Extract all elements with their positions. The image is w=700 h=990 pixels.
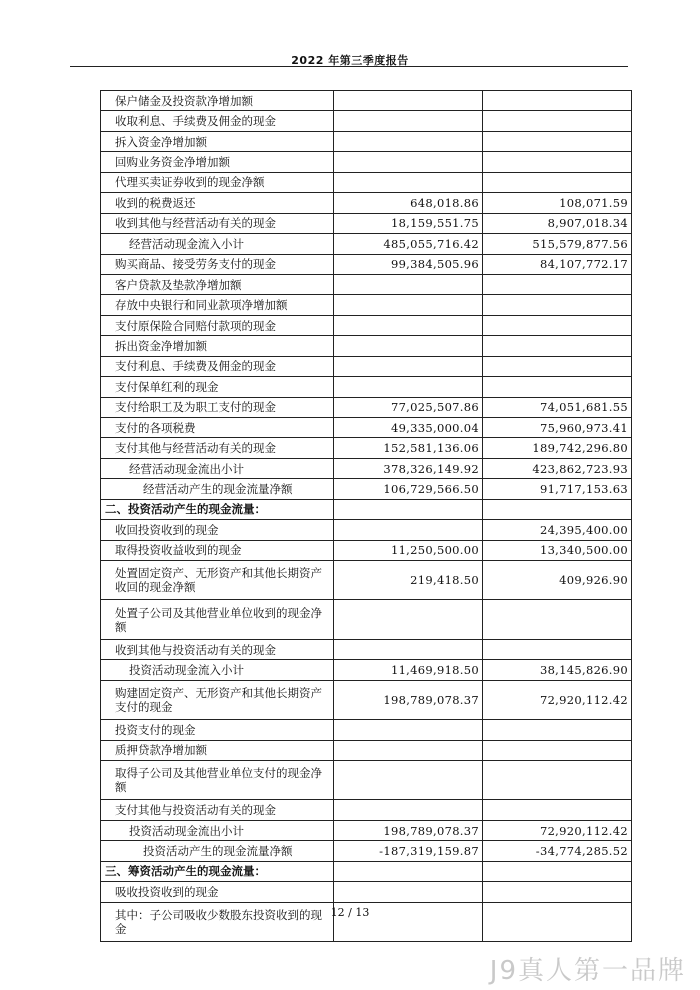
current-period-value xyxy=(334,800,483,820)
current-period-value xyxy=(334,356,483,376)
table-row xyxy=(101,254,632,274)
current-period-value: 77,025,507.86 xyxy=(334,397,483,417)
current-period-value xyxy=(334,131,483,151)
prior-period-value xyxy=(483,131,632,151)
row-label: 存放中央银行和同业款项净增加额 xyxy=(101,295,334,315)
row-label: 客户贷款及垫款净增加额 xyxy=(101,274,334,294)
table-row xyxy=(101,800,632,820)
current-period-value: 11,250,500.00 xyxy=(334,540,483,560)
table-row xyxy=(101,680,632,719)
current-period-value xyxy=(334,295,483,315)
prior-period-value xyxy=(483,315,632,335)
table-row xyxy=(101,377,632,397)
prior-period-value xyxy=(483,861,632,881)
row-label: 代理买卖证券收到的现金净额 xyxy=(101,172,334,192)
current-period-value: 99,384,505.96 xyxy=(334,254,483,274)
prior-period-value xyxy=(483,760,632,799)
prior-period-value xyxy=(483,356,632,376)
header-divider xyxy=(70,66,628,67)
prior-period-value: 72,920,112.42 xyxy=(483,820,632,840)
prior-period-value: 409,926.90 xyxy=(483,561,632,600)
table-row xyxy=(101,841,632,861)
table-row xyxy=(101,760,632,799)
prior-period-value: 74,051,681.55 xyxy=(483,397,632,417)
current-period-value xyxy=(334,861,483,881)
table-row xyxy=(101,520,632,540)
table-row xyxy=(101,561,632,600)
table-row xyxy=(101,720,632,740)
table-row xyxy=(101,91,632,111)
current-period-value xyxy=(334,520,483,540)
table-row xyxy=(101,131,632,151)
row-label: 购建固定资产、无形资产和其他长期资产支付的现金 xyxy=(101,680,334,719)
current-period-value xyxy=(334,760,483,799)
table-row xyxy=(101,274,632,294)
row-label: 收取利息、手续费及佣金的现金 xyxy=(101,111,334,131)
prior-period-value xyxy=(483,91,632,111)
table-row xyxy=(101,336,632,356)
row-label: 支付的各项税费 xyxy=(101,418,334,438)
row-label: 投资活动现金流出小计 xyxy=(101,820,334,840)
prior-period-value xyxy=(483,152,632,172)
current-period-value xyxy=(334,639,483,659)
cash-flow-table-body xyxy=(101,91,632,942)
row-label: 取得投资收益收到的现金 xyxy=(101,540,334,560)
row-label: 二、投资活动产生的现金流量： xyxy=(101,499,334,519)
table-row xyxy=(101,152,632,172)
prior-period-value xyxy=(483,274,632,294)
current-period-value xyxy=(334,336,483,356)
cash-flow-table xyxy=(100,90,632,942)
table-row xyxy=(101,438,632,458)
current-period-value xyxy=(334,377,483,397)
current-period-value: 18,159,551.75 xyxy=(334,213,483,233)
current-period-value xyxy=(334,499,483,519)
current-period-value xyxy=(334,111,483,131)
current-period-value xyxy=(334,315,483,335)
report-title: 2022 年第三季度报告 xyxy=(291,54,409,67)
table-row xyxy=(101,820,632,840)
table-row xyxy=(101,213,632,233)
prior-period-value: 75,960,973.41 xyxy=(483,418,632,438)
row-label: 收回投资收到的现金 xyxy=(101,520,334,540)
row-label: 支付保单红利的现金 xyxy=(101,377,334,397)
current-period-value: 198,789,078.37 xyxy=(334,680,483,719)
table-row xyxy=(101,600,632,639)
table-row xyxy=(101,397,632,417)
prior-period-value: 38,145,826.90 xyxy=(483,660,632,680)
row-label: 取得子公司及其他营业单位支付的现金净额 xyxy=(101,760,334,799)
table-row xyxy=(101,639,632,659)
row-label: 收到其他与投资活动有关的现金 xyxy=(101,639,334,659)
current-period-value xyxy=(334,172,483,192)
prior-period-value xyxy=(483,111,632,131)
watermark-text: J9真人第一品牌 xyxy=(489,956,686,986)
prior-period-value xyxy=(483,800,632,820)
table-row xyxy=(101,740,632,760)
table-row xyxy=(101,315,632,335)
table-row xyxy=(101,882,632,902)
current-period-value xyxy=(334,882,483,902)
table-row xyxy=(101,418,632,438)
row-label: 经营活动现金流入小计 xyxy=(101,234,334,254)
row-label: 支付其他与投资活动有关的现金 xyxy=(101,800,334,820)
current-period-value: 49,335,000.04 xyxy=(334,418,483,438)
table-row xyxy=(101,193,632,213)
current-period-value xyxy=(334,720,483,740)
prior-period-value xyxy=(483,720,632,740)
row-label: 其中：子公司吸收少数股东投资收到的现金 xyxy=(101,902,334,941)
table-row xyxy=(101,111,632,131)
current-period-value: 152,581,136.06 xyxy=(334,438,483,458)
prior-period-value xyxy=(483,172,632,192)
row-label: 处置固定资产、无形资产和其他长期资产收回的现金净额 xyxy=(101,561,334,600)
current-period-value: 11,469,918.50 xyxy=(334,660,483,680)
prior-period-value xyxy=(483,740,632,760)
row-label: 收到其他与经营活动有关的现金 xyxy=(101,213,334,233)
current-period-value xyxy=(334,740,483,760)
table-row xyxy=(101,458,632,478)
row-label: 投资支付的现金 xyxy=(101,720,334,740)
prior-period-value: 13,340,500.00 xyxy=(483,540,632,560)
prior-period-value xyxy=(483,639,632,659)
current-period-value: 378,326,149.92 xyxy=(334,458,483,478)
prior-period-value xyxy=(483,336,632,356)
prior-period-value: 108,071.59 xyxy=(483,193,632,213)
prior-period-value: 24,395,400.00 xyxy=(483,520,632,540)
table-row xyxy=(101,234,632,254)
row-label: 处置子公司及其他营业单位收到的现金净额 xyxy=(101,600,334,639)
prior-period-value xyxy=(483,499,632,519)
row-label: 支付给职工及为职工支付的现金 xyxy=(101,397,334,417)
prior-period-value: 8,907,018.34 xyxy=(483,213,632,233)
current-period-value xyxy=(334,152,483,172)
prior-period-value: -34,774,285.52 xyxy=(483,841,632,861)
current-period-value xyxy=(334,91,483,111)
row-label: 支付利息、手续费及佣金的现金 xyxy=(101,356,334,376)
table-row xyxy=(101,479,632,499)
current-period-value xyxy=(334,274,483,294)
row-label: 拆入资金净增加额 xyxy=(101,131,334,151)
table-row xyxy=(101,356,632,376)
row-label: 三、筹资活动产生的现金流量： xyxy=(101,861,334,881)
row-label: 支付其他与经营活动有关的现金 xyxy=(101,438,334,458)
current-period-value: 485,055,716.42 xyxy=(334,234,483,254)
row-label: 质押贷款净增加额 xyxy=(101,740,334,760)
row-label: 回购业务资金净增加额 xyxy=(101,152,334,172)
row-label: 支付原保险合同赔付款项的现金 xyxy=(101,315,334,335)
prior-period-value xyxy=(483,377,632,397)
prior-period-value: 423,862,723.93 xyxy=(483,458,632,478)
row-label: 吸收投资收到的现金 xyxy=(101,882,334,902)
table-row xyxy=(101,660,632,680)
prior-period-value xyxy=(483,295,632,315)
current-period-value: 106,729,566.50 xyxy=(334,479,483,499)
current-period-value xyxy=(334,600,483,639)
table-row xyxy=(101,540,632,560)
prior-period-value xyxy=(483,882,632,902)
prior-period-value: 72,920,112.42 xyxy=(483,680,632,719)
prior-period-value: 84,107,772.17 xyxy=(483,254,632,274)
row-label: 经营活动现金流出小计 xyxy=(101,458,334,478)
table-section-row xyxy=(101,499,632,519)
current-period-value: 648,018.86 xyxy=(334,193,483,213)
row-label: 投资活动产生的现金流量净额 xyxy=(101,841,334,861)
row-label: 经营活动产生的现金流量净额 xyxy=(101,479,334,499)
current-period-value: -187,319,159.87 xyxy=(334,841,483,861)
table-row xyxy=(101,172,632,192)
table-section-row xyxy=(101,861,632,881)
current-period-value: 198,789,078.37 xyxy=(334,820,483,840)
page-number: 12 / 13 xyxy=(330,906,370,919)
row-label: 拆出资金净增加额 xyxy=(101,336,334,356)
row-label: 投资活动现金流入小计 xyxy=(101,660,334,680)
current-period-value: 219,418.50 xyxy=(334,561,483,600)
prior-period-value: 189,742,296.80 xyxy=(483,438,632,458)
row-label: 收到的税费返还 xyxy=(101,193,334,213)
prior-period-value: 515,579,877.56 xyxy=(483,234,632,254)
table-row xyxy=(101,295,632,315)
prior-period-value: 91,717,153.63 xyxy=(483,479,632,499)
prior-period-value xyxy=(483,600,632,639)
row-label: 购买商品、接受劳务支付的现金 xyxy=(101,254,334,274)
row-label: 保户储金及投资款净增加额 xyxy=(101,91,334,111)
